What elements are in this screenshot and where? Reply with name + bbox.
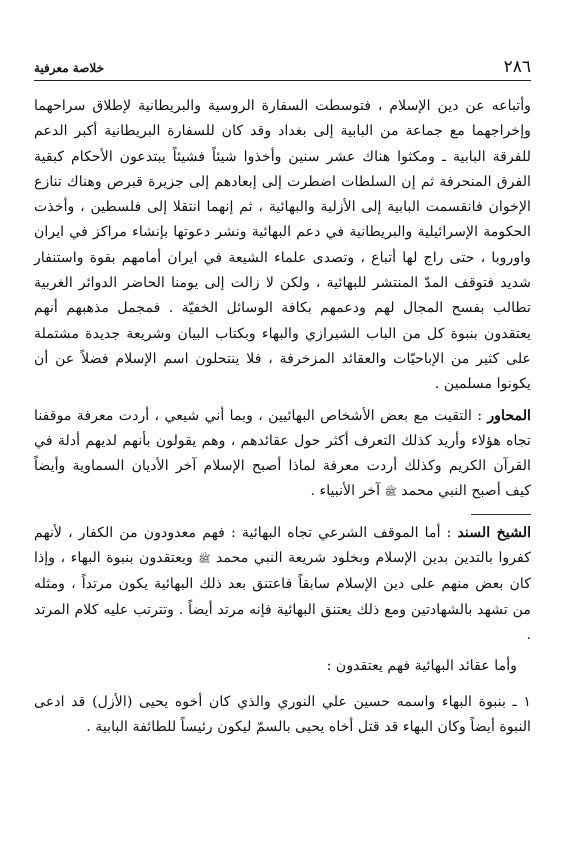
paragraph-answer — [34, 521, 531, 648]
paragraph-question — [34, 404, 531, 506]
speaker-sheikh: الشيخ السند — [457, 524, 532, 541]
paragraph-beliefs-intro: وأما عقائد البهائية فهم يعتقدون : — [326, 658, 517, 675]
honorific-symbol: ﷺ — [384, 487, 397, 499]
page-body — [34, 94, 531, 740]
speaker-interlocutor: المحاور — [487, 407, 531, 424]
page-number: ٢٨٦ — [503, 57, 531, 77]
running-title: خلاصة معرفية — [34, 61, 105, 75]
question-text-b: آخر الأنبياء . — [310, 483, 381, 500]
paragraph-belief-1: ١ ـ بنبوة البهاء واسمه حسين علي النوري والذي كان أخوه يحيى (الأزل) قد ادعى النبوة أيضاً وكان البهاء قد قتل أخاه يحيى بالسمّ ليكون رئيساً للطائفة البابية . — [34, 693, 531, 735]
answer-text-a: : أما الموقف الشرعي تجاه البهائية : فهم معدودون من الكفار ، لأنهم كفروا بالتدين بدين الإسلام وبخلود شريعة النبي محمد — [34, 524, 531, 567]
question-text-a: : التقيت مع بعض الأشخاص البهائيين ، وبما أني شيعي ، أردت معرفة موقفنا تجاه هؤلاء وأريد كذلك التعرف أكثر حول عقائدهم ، وهم يقولون بأنهم لديهم أدلة في القرآن الكريم وكذلك أردت معرفة لماذا أصبح الإسلام آخر الأديان السماوية وأيضاً كيف أصبح النبي محمد — [34, 407, 531, 500]
section-divider — [471, 514, 531, 515]
answer-text-b: ويعتقدون بنبوة البهاء ، وإذا كان بعض منهم على دين الإسلام سابقاً فاعتنق بعد ذلك البهائية يكون مرتداً ، ومثله من تشهد بالشهادتين ومع ذلك يعتنق البهائية فإنه مرتد أيضاً . وتترتب عليه كلام المرتد . — [34, 550, 531, 643]
page-header — [34, 44, 531, 81]
paragraph-history: وأتباعه عن دين الإسلام ، فتوسطت السفارة الروسية والبريطانية لإطلاق سراحهما وإخراجهما مع جماعة من البابية إلى بغداد وقد كان للسفارة البريطانية أكبر الدعم للفرقة البابية ـ ومكثوا هناك عشر سنين وأخذوا شيئاً فشيئاً يبتدعون الأحكام كبقية الفرق المنحرفة ثم إن السلطات اضطرت إلى إبعادهم إلى جزيرة قبرص وهناك تنازع الإخوان فانقسمت البابية إلى الأزلية والبهائية ، ثم إنهما انتقلا إلى فلسطين ، وأخذت الحكومة الإسرائيلية والبريطانية في دعم البهائية ونشر دعوتها بإنشاء مراكز في ايران واوروبا ، حتى راج لها أتباع ، وتصدى علماء الشيعة في ايران أمامهم بقوة واستنفار شديد فتوقف المدّ المنتشر للبهائية ، ولكن لا زالت إلى يومنا الحاضر الدوائر الغربية تطالب بفسح المجال لهم ودعمهم بكافة الوسائل الخفيّة . فمجمل مذهبهم أنهم يعتقدون بنبوة كل من الباب الشيرازي والبهاء وبكتاب البيان وشريعة جديدة مشتملة على كثير من الإباحيّات والعقائد المزخرفة ، فلا ينتحلون اسم الإسلام فضلاً عن أن يكونوا مسلمين . — [34, 98, 531, 393]
honorific-symbol: ﷺ — [198, 554, 211, 566]
